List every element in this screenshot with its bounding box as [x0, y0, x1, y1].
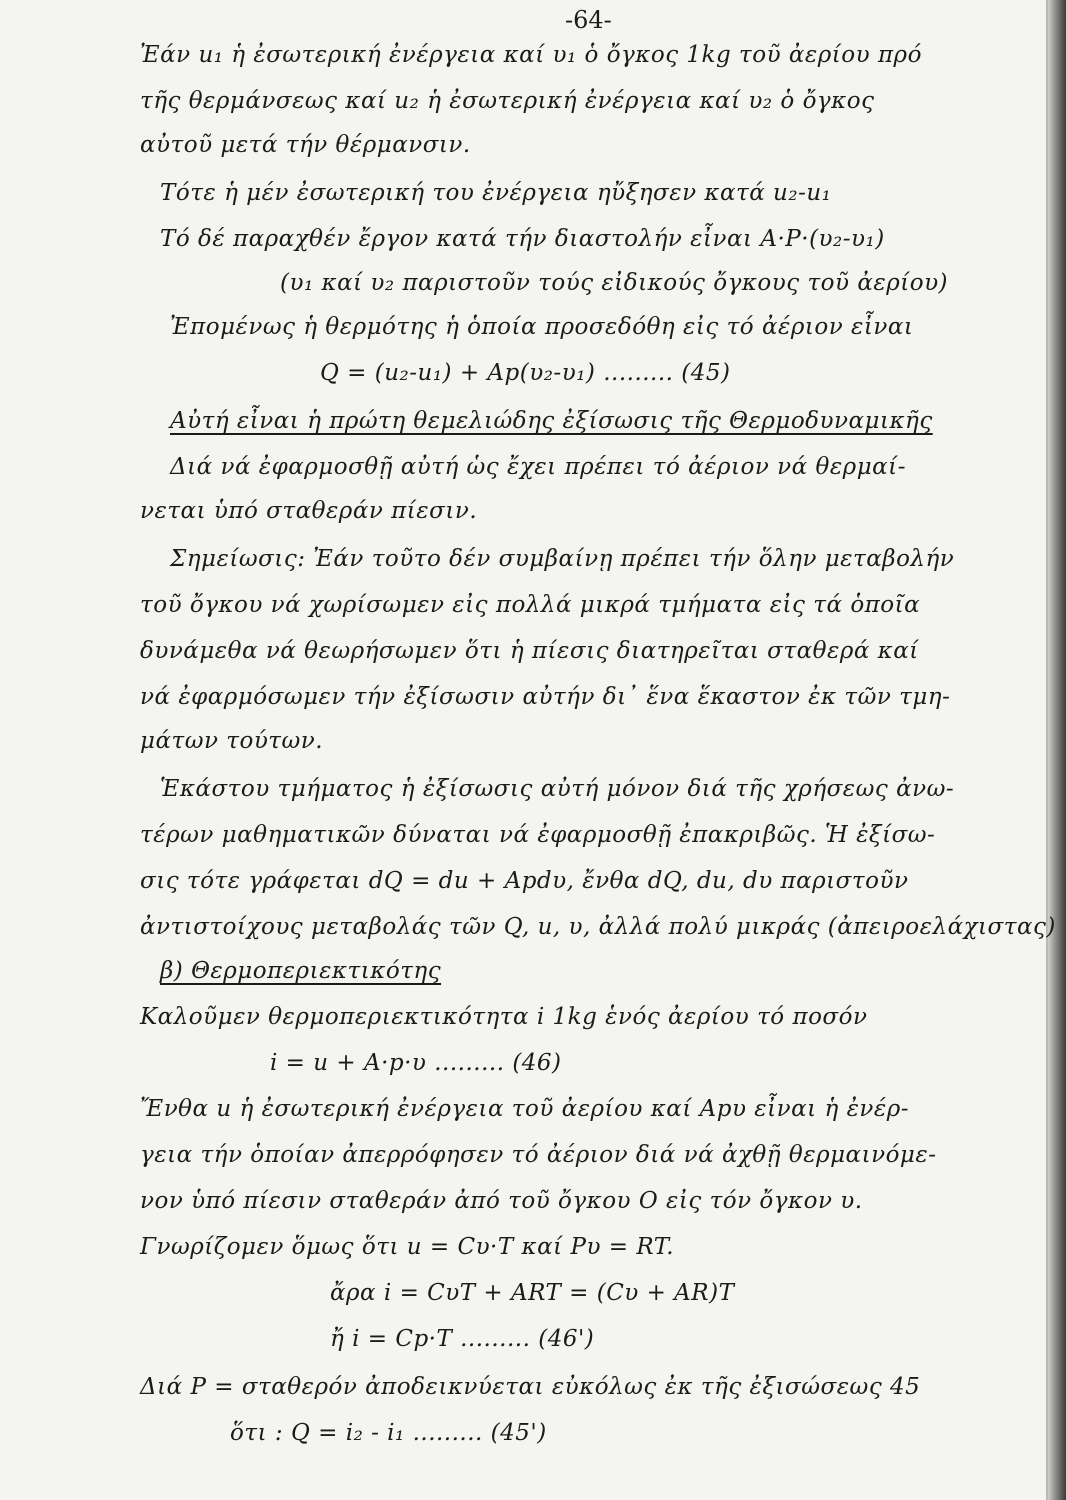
text-line: Σημείωσις: Ἐάν τοῦτο δέν συμβαίνῃ πρέπει τήν ὅλην μεταβολήν: [170, 546, 955, 572]
text-line: Q = (u₂-u₁) + Ap(υ₂-υ₁) ......... (45): [320, 360, 731, 386]
text-line: Αὐτή εἶναι ἡ πρώτη θεμελιώδης ἐξίσωσις τῆς Θερμοδυναμικῆς: [170, 408, 933, 434]
text-line: (υ₁ καί υ₂ παριστοῦν τούς εἰδικούς ὄγκους τοῦ ἀερίου): [280, 270, 949, 296]
text-line: ἀντιστοίχους μεταβολάς τῶν Q, u, υ, ἀλλά πολύ μικράς (ἀπειροελάχιστας): [140, 914, 1056, 940]
text-line: γεια τήν ὁποίαν ἀπερρόφησεν τό ἀέριον διά νά ἀχθῇ θερμαινόμε-: [140, 1142, 937, 1168]
text-line: Γνωρίζομεν ὅμως ὅτι u = Cυ·T καί Pυ = RT.: [140, 1234, 675, 1260]
text-line: τέρων μαθηματικῶν δύναται νά ἐφαρμοσθῇ ἐπακριβῶς. Ἡ ἐξίσω-: [140, 822, 936, 848]
handwritten-text-area: [140, 0, 1056, 1500]
text-line: Τότε ἡ μέν ἐσωτερική του ἐνέργεια ηὔξησεν κατά u₂-u₁: [160, 180, 832, 206]
text-line: Ἐάν u₁ ἡ ἐσωτερική ἐνέργεια καί υ₁ ὁ ὄγκος 1kg τοῦ ἀερίου πρό: [140, 42, 922, 68]
text-line: αὐτοῦ μετά τήν θέρμανσιν.: [140, 132, 471, 158]
text-line: τῆς θερμάνσεως καί u₂ ἡ ἐσωτερική ἐνέργεια καί υ₂ ὁ ὄγκος: [140, 88, 875, 114]
book-binding-edge: [1048, 0, 1066, 1500]
text-line: Καλοῦμεν θερμοπεριεκτικότητα i 1kg ἑνός ἀερίου τό ποσόν: [140, 1004, 868, 1030]
text-line: Διά νά ἐφαρμοσθῇ αὐτή ὡς ἔχει πρέπει τό ἀέριον νά θερμαί-: [170, 454, 906, 480]
text-line: ἤ i = Cp·T ......... (46'): [330, 1326, 595, 1352]
text-line: Ἐπομένως ἡ θερμότης ἡ ὁποία προσεδόθη εἰς τό ἀέριον εἶναι: [170, 314, 914, 340]
text-line: Ἔνθα u ἡ ἐσωτερική ἐνέργεια τοῦ ἀερίου καί Apυ εἶναι ἡ ἐνέρ-: [140, 1096, 910, 1122]
text-line: Διά P = σταθερόν ἀποδεικνύεται εὐκόλως ἐκ τῆς ἐξισώσεως 45: [140, 1374, 921, 1400]
text-line: Τό δέ παραχθέν ἔργον κατά τήν διαστολήν εἶναι A·P·(υ₂-υ₁): [160, 226, 885, 252]
text-line: τοῦ ὄγκου νά χωρίσωμεν εἰς πολλά μικρά τμήματα εἰς τά ὁποῖα: [140, 592, 921, 618]
text-line: Ἑκάστου τμήματος ἡ ἐξίσωσις αὐτή μόνον διά τῆς χρήσεως ἀνω-: [160, 776, 955, 802]
text-line: i = u + A·p·υ ......... (46): [270, 1050, 562, 1076]
text-line: ὅτι : Q = i₂ - i₁ ......... (45'): [230, 1420, 547, 1446]
text-line: σις τότε γράφεται dQ = du + Apdυ, ἔνθα dQ, du, dυ παριστοῦν: [140, 868, 909, 894]
text-line: νά ἐφαρμόσωμεν τήν ἐξίσωσιν αὐτήν δι᾽ ἕνα ἕκαστον ἐκ τῶν τμη-: [140, 684, 951, 710]
text-line: ἄρα i = CυT + ART = (Cυ + AR)T: [330, 1280, 735, 1306]
text-line: δυνάμεθα νά θεωρήσωμεν ὅτι ἡ πίεσις διατηρεῖται σταθερά καί: [140, 638, 919, 664]
text-line: νεται ὑπό σταθεράν πίεσιν.: [140, 498, 478, 524]
text-line: νον ὑπό πίεσιν σταθεράν ἀπό τοῦ ὄγκου Ο εἰς τόν ὄγκον υ.: [140, 1188, 863, 1214]
text-line: β) Θερμοπεριεκτικότης: [160, 958, 442, 984]
text-line: μάτων τούτων.: [140, 728, 324, 754]
page-number: -64-: [565, 6, 612, 34]
